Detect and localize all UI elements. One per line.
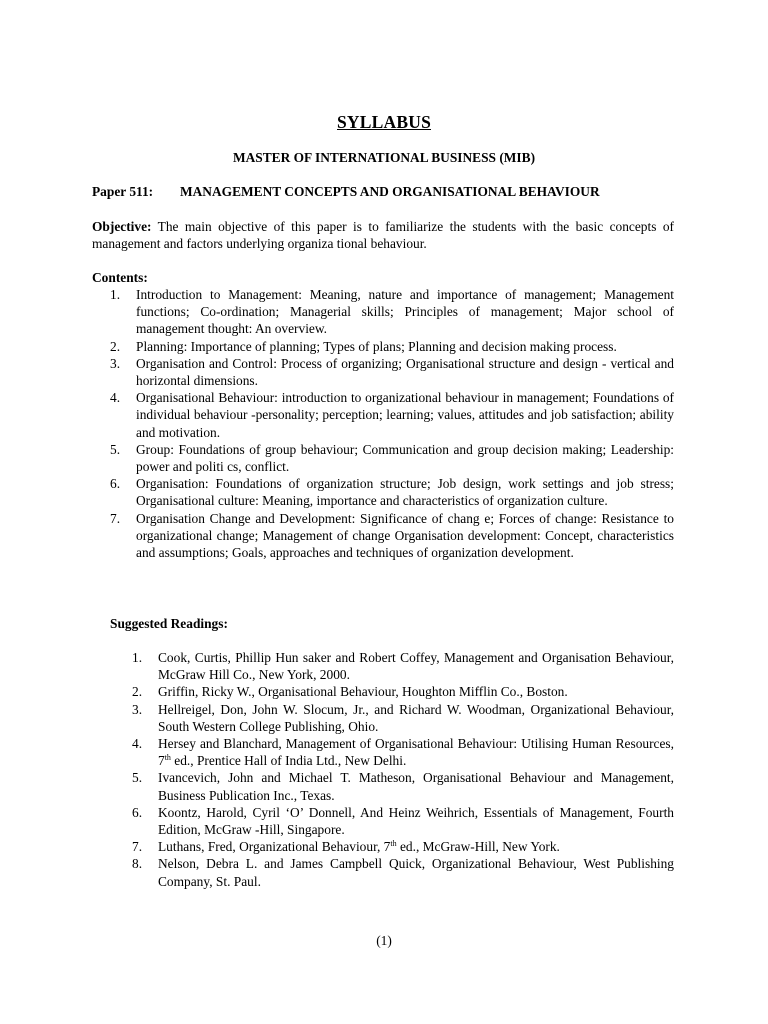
- item-number: 5.: [132, 770, 143, 786]
- item-number: 1.: [132, 650, 143, 665]
- paper-heading: [92, 183, 600, 200]
- reading-item: [132, 735, 674, 769]
- reading-item: [132, 683, 674, 700]
- reading-item: [132, 701, 674, 735]
- reading-text: Luthans, Fred, Organizational Behaviour, 7: [158, 839, 391, 855]
- item-number: 2.: [132, 684, 143, 700]
- item-number: 4.: [110, 390, 121, 406]
- program-title: MASTER OF INTERNATIONAL BUSINESS (MIB): [232, 150, 536, 165]
- reading-item: [132, 838, 674, 855]
- list-item: [110, 441, 674, 475]
- item-text: Planning: Importance of planning; Types of plans; Planning and decision making process.: [136, 338, 617, 354]
- reading-item: [132, 769, 674, 803]
- item-text: Group: Foundations of group behaviour; Communication and group decision making; Leadership: power and politi cs, conflict.: [136, 441, 674, 475]
- contents-heading: Contents:: [92, 270, 148, 285]
- paper-name: MANAGEMENT CONCEPTS AND ORGANISATIONAL BEHAVIOUR: [180, 184, 600, 199]
- item-text: Organisation and Control: Process of organizing; Organisational structure and design - vertical and horizontal dimensions.: [136, 355, 674, 389]
- objective-paragraph: [92, 218, 674, 252]
- item-number: 1.: [110, 287, 121, 302]
- reading-text-tail: ed., McGraw-Hill, New York.: [396, 839, 560, 855]
- ordinal-superscript: th: [164, 753, 171, 763]
- list-item: [110, 475, 674, 509]
- contents-list: [110, 286, 674, 561]
- readings-list: [132, 649, 674, 890]
- page-title: SYLLABUS: [337, 112, 431, 132]
- item-text: Introduction to Management: Meaning, nature and importance of management; Management functions; Co-ordination; Managerial skills; Principles of management; Major school of management thought: An overview.: [136, 287, 674, 337]
- list-item: [110, 510, 674, 562]
- reading-text: Ivancevich, John and Michael T. Matheson, Organisational Behaviour and Management, Business Publication Inc., Texas.: [158, 770, 674, 803]
- item-number: 4.: [132, 736, 143, 752]
- list-item: [110, 286, 674, 338]
- reading-text-tail: ed., Prentice Hall of India Ltd., New Delhi.: [170, 753, 407, 769]
- reading-text: Cook, Curtis, Phillip Hun saker and Robert Coffey, Management and Organisation Behaviour, McGraw Hill Co., New York, 2000.: [158, 650, 674, 683]
- list-item: [110, 338, 674, 355]
- objective-text: The main objective of this paper is to familiarize the students with the basic concepts of management and factors underlying organiza tional behaviour.: [92, 219, 674, 252]
- reading-text: Griffin, Ricky W., Organisational Behaviour, Houghton Mifflin Co., Boston.: [158, 684, 568, 700]
- reading-text: Koontz, Harold, Cyril ‘O’ Donnell, And Heinz Weihrich, Essentials of Management, Fourth Edition, McGraw -Hill, Singapore.: [158, 804, 674, 838]
- item-number: 3.: [132, 701, 143, 717]
- ordinal-superscript: th: [390, 839, 397, 849]
- list-item: [110, 355, 674, 389]
- reading-text: Hersey and Blanchard, Management of Organisational Behaviour: Utilising Human Resources, 7: [158, 736, 674, 769]
- list-item: [110, 389, 674, 441]
- item-text: Organisation: Foundations of organization structure; Job design, work settings and job stress; Organisational culture: Meaning, importance and characteristics of organization culture.: [136, 476, 674, 509]
- item-number: 5.: [110, 441, 121, 457]
- item-number: 2.: [110, 338, 121, 354]
- item-number: 7.: [132, 839, 143, 855]
- paper-number: Paper 511:: [92, 184, 154, 199]
- reading-item: [132, 804, 674, 838]
- reading-text: Nelson, Debra L. and James Campbell Quick, Organizational Behaviour, West Publishing Company, St. Paul.: [158, 856, 674, 889]
- reading-text: Hellreigel, Don, John W. Slocum, Jr., and Richard W. Woodman, Organizational Behaviour, South Western College Publishing, Ohio.: [158, 701, 674, 734]
- page-number: (1): [376, 933, 392, 948]
- item-number: 6.: [132, 804, 143, 820]
- reading-item: [132, 649, 674, 683]
- reading-item: [132, 855, 674, 889]
- item-number: 3.: [110, 355, 121, 371]
- item-text: Organisational Behaviour: introduction to organizational behaviour in management; Foundations of individual behaviour -personality; perception; learning; values, attitudes and job satisfaction; ability and motivation.: [136, 390, 674, 440]
- item-number: 6.: [110, 476, 121, 492]
- readings-heading: Suggested Readings:: [110, 616, 228, 631]
- item-number: 8.: [132, 856, 143, 872]
- objective-label: Objective:: [92, 219, 152, 234]
- item-number: 7.: [110, 510, 121, 526]
- item-text: Organisation Change and Development: Significance of chang e; Forces of change: Resistance to organizational change; Management of change Organisation development: Concept, characteristics and assumptions; Goals, approaches and techniques of organization development.: [136, 510, 674, 561]
